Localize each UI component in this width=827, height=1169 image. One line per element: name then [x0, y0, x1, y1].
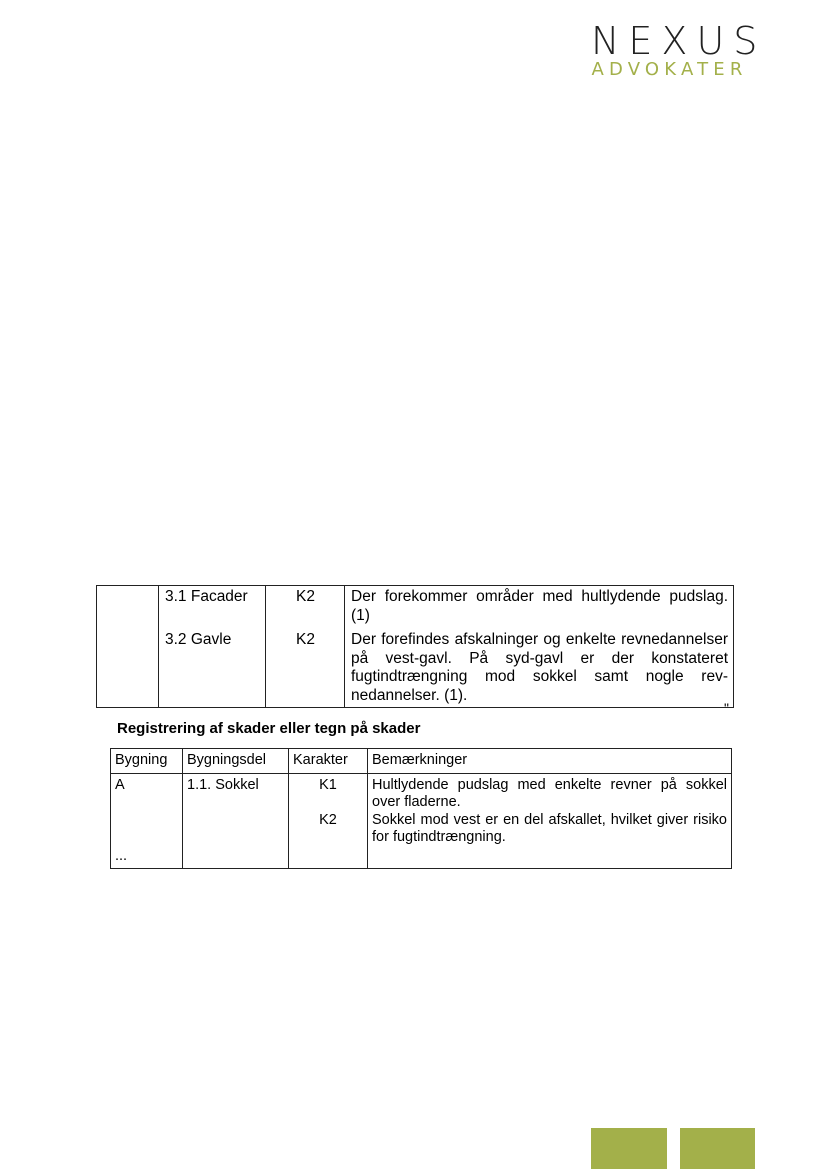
remark-2: Sokkel mod vest er en del afskallet, hvilket giver risiko for fugtindtrængning.	[372, 811, 727, 845]
part-value: 1.1. Sokkel	[187, 776, 259, 793]
logo-sub-text: ADVOKATER	[591, 59, 748, 80]
excerpt-table-row	[97, 586, 734, 708]
nexus-advokater-logo	[585, 19, 767, 80]
column-header-bygningsdel: Bygningsdel	[183, 749, 289, 774]
excerpt-grade-cell	[266, 586, 345, 708]
part-cell	[183, 773, 289, 868]
excerpt-part-2: 3.2 Gavle	[165, 631, 232, 648]
excerpt-part-cell	[159, 586, 266, 708]
column-header-karakter: Karakter	[289, 749, 368, 774]
excerpt-remark-2: Der forefindes afskalninger og enkelte revnedannelser på vest-gavl. På syd-gavl er der konstateret fugtindtrængning mod sokkel samt nogle revnedannelser. (1).	[351, 631, 728, 704]
damage-table	[110, 748, 732, 869]
excerpt-grade-2: K2	[296, 631, 315, 648]
footer-accent-block-left	[591, 1128, 667, 1169]
building-cell	[111, 773, 183, 868]
closing-quote-mark: "	[724, 700, 729, 716]
table-row	[111, 773, 732, 868]
damage-table-header-row	[111, 749, 732, 774]
remark-cell	[368, 773, 732, 868]
column-header-bygning: Bygning	[111, 749, 183, 774]
grade-2: K2	[319, 811, 337, 828]
footer-accent-block-right	[680, 1128, 755, 1169]
excerpt-remark-cell	[345, 586, 734, 708]
continuation-ellipsis: ...	[115, 848, 128, 864]
excerpt-grade-1: K2	[296, 588, 315, 605]
grade-1: K1	[319, 776, 337, 793]
remark-1: Hultlydende pudslag med enkelte revner på sokkel over fladerne.	[372, 776, 727, 810]
section-heading: Registrering af skader eller tegn på skader	[117, 720, 421, 737]
building-value: A	[115, 776, 125, 793]
excerpt-part-1: 3.1 Facader	[165, 588, 248, 605]
excerpt-table	[96, 585, 734, 708]
excerpt-empty-cell	[97, 586, 159, 708]
grade-cell	[289, 773, 368, 868]
column-header-bemaerkninger: Bemærkninger	[368, 749, 732, 774]
logo-main-text: NEXUS	[591, 19, 767, 63]
excerpt-remark-1: Der forekommer områder med hultlydende pudslag. (1)	[351, 588, 728, 624]
